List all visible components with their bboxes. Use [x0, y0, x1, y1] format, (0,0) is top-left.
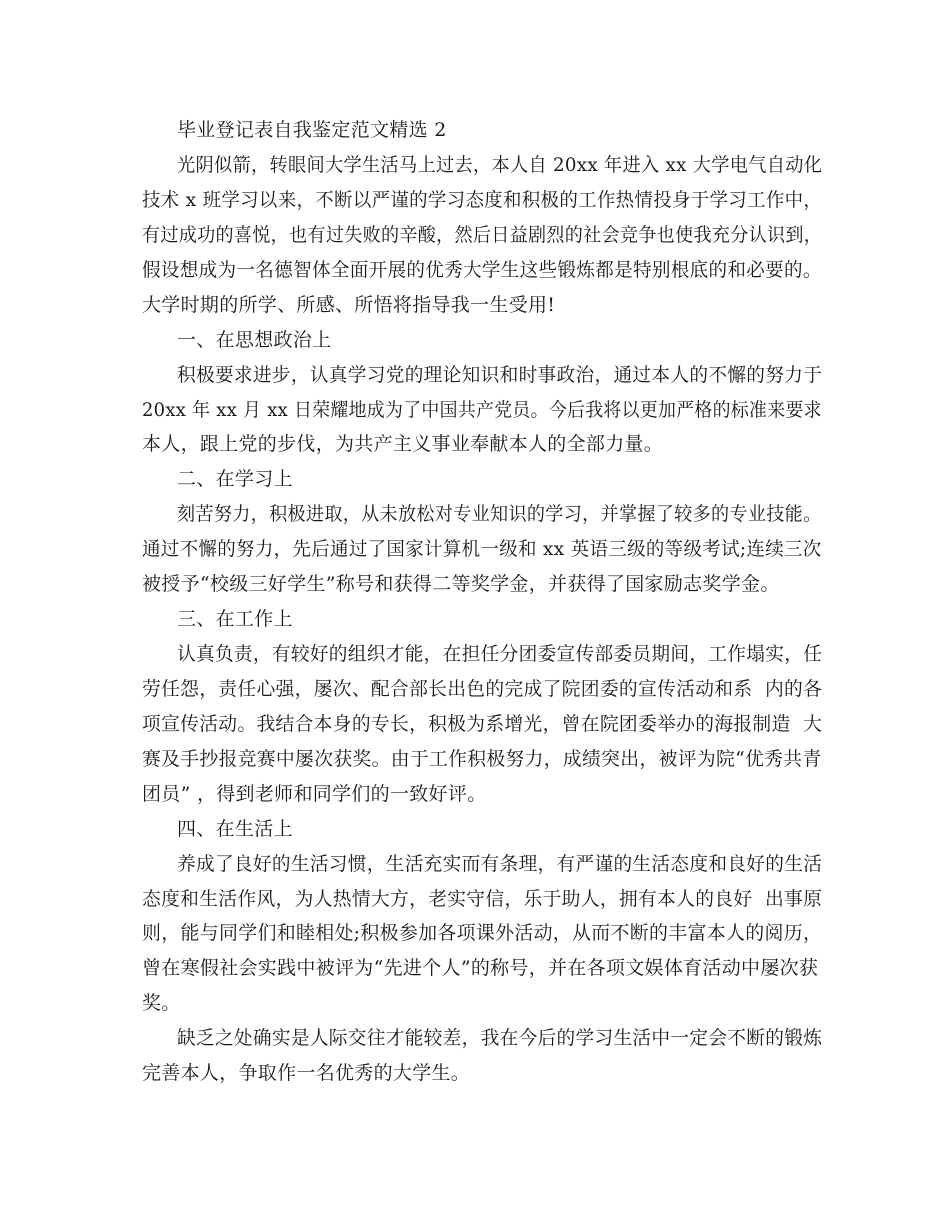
body-line: 二、在学习上	[177, 468, 293, 490]
body-line: 完善本人，争取作一名优秀的大学生。	[142, 1062, 471, 1084]
body-line: 刻苦努力，积极进取，从未放松对专业知识的学习，并掌握了较多的专业技能。	[177, 503, 822, 525]
body-line: 赛及手抄报竞赛中屡次获奖。由于工作积极努力，成绩突出，被评为院“优秀共青	[142, 748, 822, 770]
body-line: 项宣传活动。我结合本身的专长，积极为系增光，曾在院团委举办的海报制造 大	[142, 713, 823, 735]
body-line: 态度和生活作风，为人热情大方，老实守信，乐于助人，拥有本人的良好 出事原	[142, 888, 823, 910]
body-line: 本人，跟上党的步伐，为共产主义事业奉献本人的全部力量。	[142, 433, 664, 455]
body-line: 20xx 年 xx 月 xx 日荣耀地成为了中国共产党员。今后我将以更加严格的标准来要求	[142, 399, 822, 421]
body-line: 劳任怨，责任心强，屡次、配合部长出色的完成了院团委的宣传活动和系 内的各	[142, 678, 823, 700]
body-line: 三、在工作上	[177, 608, 293, 630]
body-line: 积极要求进步，认真学习党的理论知识和时事政治，通过本人的不懈的努力于	[177, 364, 823, 386]
body-line: 缺乏之处确实是人际交往才能较差，我在今后的学习生活中一定会不断的锻炼	[177, 1027, 823, 1049]
body-line: 大学时期的所学、所感、所悟将指导我一生受用!	[142, 294, 556, 316]
body-line: 养成了良好的生活习惯，生活充实而有条理，有严谨的生活态度和良好的生活	[177, 853, 823, 875]
document-title: 毕业登记表自我鉴定范文精选 2	[177, 119, 447, 141]
body-line: 假设想成为一名德智体全面开展的优秀大学生这些锻炼都是特别根底的和必要的。	[142, 259, 822, 281]
body-line: 技术 x 班学习以来，不断以严谨的学习态度和积极的工作热情投身于学习工作中，	[142, 189, 823, 211]
body-line: 认真负责，有较好的组织才能，在担任分团委宣传部委员期间，工作塌实，任	[177, 643, 823, 665]
body-line: 有过成功的喜悦，也有过失败的辛酸，然后日益剧烈的社会竞争也使我充分认识到，	[142, 224, 823, 246]
body-line: 通过不懈的努力，先后通过了国家计算机一级和 xx 英语三级的等级考试;连续三次	[142, 538, 822, 560]
body-line: 光阴似箭，转眼间大学生活马上过去，本人自 20xx 年进入 xx 大学电气自动化	[177, 154, 823, 176]
body-line: 曾在寒假社会实践中被评为“先进个人”的称号，并在各项文娱体育活动中屡次获	[142, 957, 819, 979]
body-line: 团员” ，得到老师和同学们的一致好评。	[142, 783, 487, 805]
body-line: 则，能与同学们和睦相处;积极参加各项课外活动，从而不断的丰富本人的阅历，	[142, 922, 823, 944]
body-line: 一、在思想政治上	[177, 329, 332, 351]
body-line: 奖。	[142, 992, 181, 1014]
body-line: 四、在生活上	[177, 818, 293, 840]
body-line: 被授予“校级三好学生”称号和获得二等奖学金，并获得了国家励志奖学金。	[142, 573, 780, 595]
